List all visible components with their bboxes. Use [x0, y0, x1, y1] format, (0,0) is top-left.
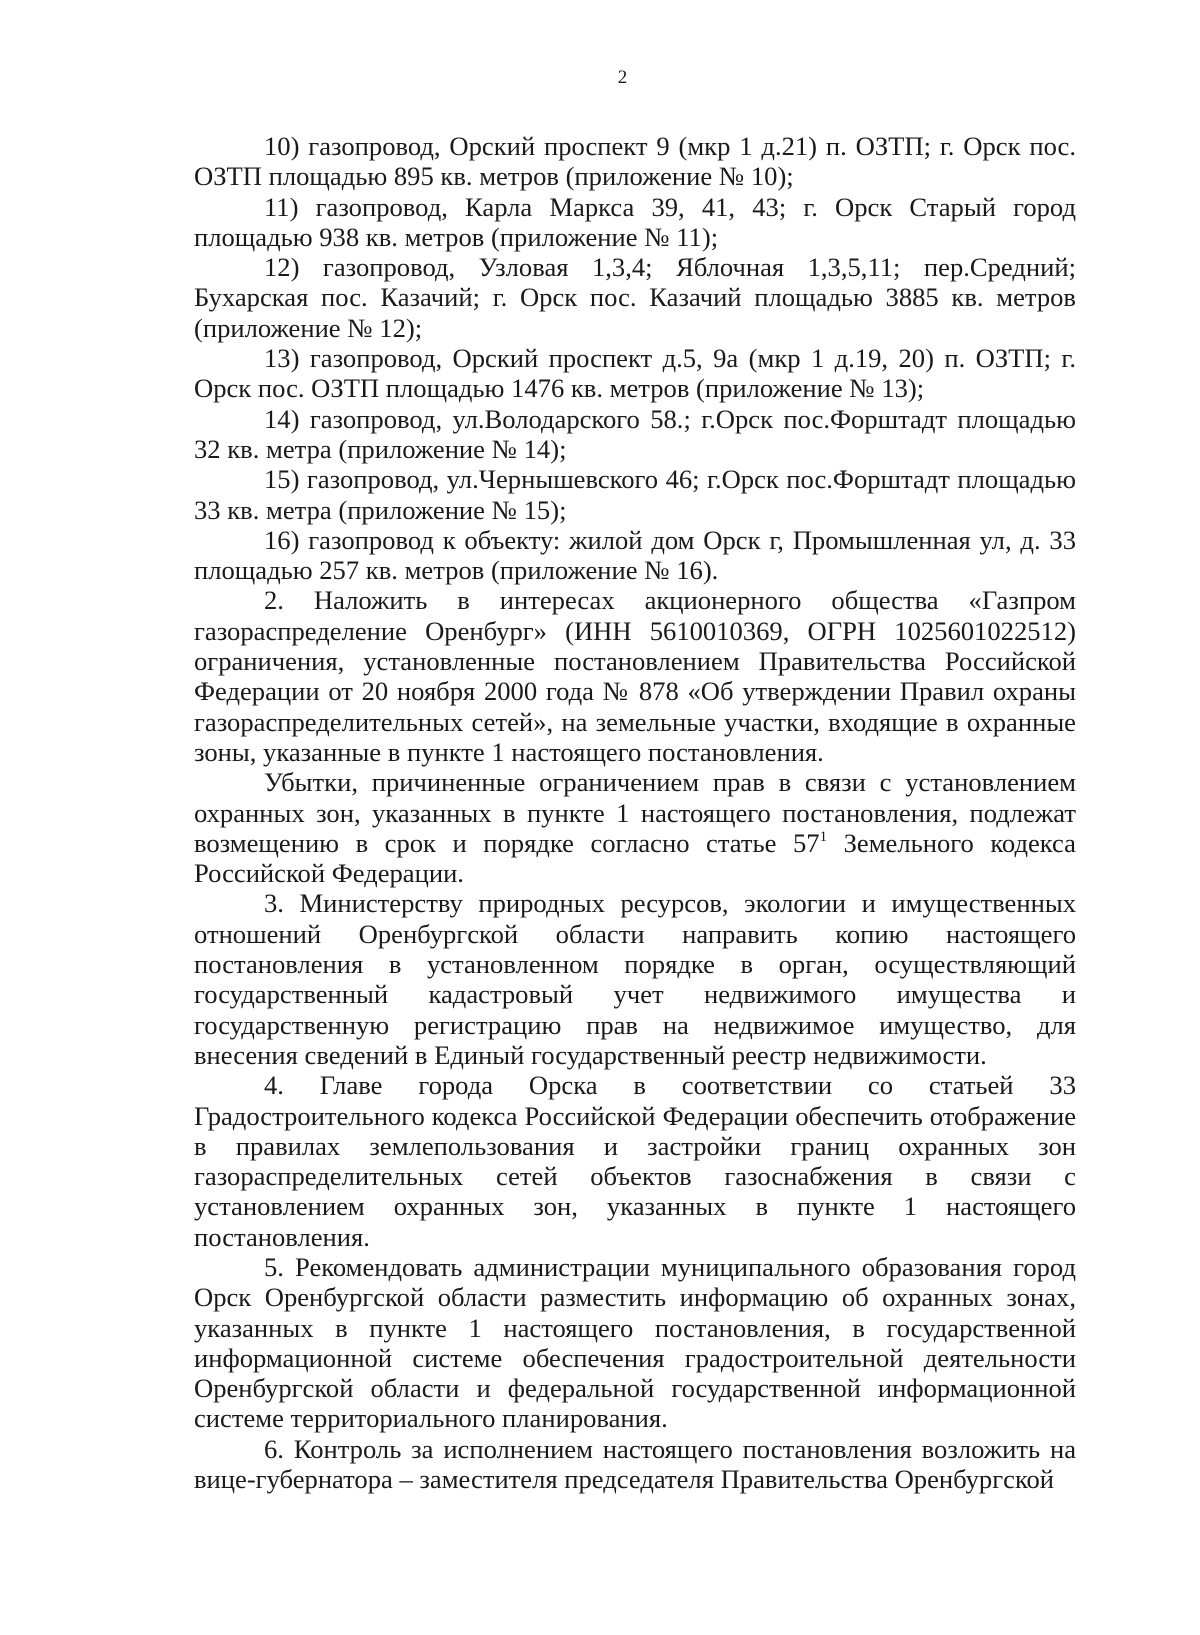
clause-5-paragraph: 5. Рекомендовать администрации муниципального образования город Орск Оренбургской области разместить информацию об охранных зонах, указанных в пункте 1 настоящего постановления, в государственной информационной системе обеспечения градостроительной деятельности Оренбургской области и федеральной государственной информационной системе территориального планирования. [194, 1251, 1076, 1434]
losses-text-before: Убытки, причиненные ограничением прав в связи с установлением охранных зон, указанных в пункте 1 настоящего постановления, подлежат возмещению в срок и порядке согласно статье 57 [194, 767, 1076, 858]
losses-text-after: Земельного кодекса Российской Федерации. [194, 827, 1076, 889]
clause-4-paragraph: 4. Главе города Орска в соответствии со статьей 33 Градостроительного кодекса Российской Федерации обеспечить отображение в правилах землепользования и застройки границ охранных зон газораспределительных сетей объектов газоснабжения в связи с установлением охранных зон, указанных в пункте 1 настоящего постановления. [194, 1070, 1076, 1252]
losses-paragraph [194, 767, 1076, 888]
clause-2-paragraph: 2. Наложить в интересах акционерного общества «Газпром газораспределение Оренбург» (ИНН 5610010369, ОГРН 1025601022512) ограничения, установленные постановлением Правительства Российской Федерации от 20 ноября 2000 года № 878 «Об утверждении Правил охраны газораспределительных сетей», на земельные участки, входящие в охранные зоны, указанные в пункте 1 настоящего постановления. [194, 585, 1076, 767]
list-item-10: 10) газопровод, Орский проспект 9 (мкр 1 д.21) п. ОЗТП; г. Орск пос. ОЗТП площадью 895 кв. метров (приложение № 10); [194, 131, 1076, 192]
article-superscript: 1 [819, 828, 828, 845]
list-item-13: 13) газопровод, Орский проспект д.5, 9а (мкр 1 д.19, 20) п. ОЗТП; г. Орск пос. ОЗТП площадью 1476 кв. метров (приложение № 13); [194, 343, 1076, 404]
clause-3-paragraph: 3. Министерству природных ресурсов, экологии и имущественных отношений Оренбургской области направить копию настоящего постановления в установленном порядке в орган, осуществляющий государственный кадастровый учет недвижимого имущества и государственную регистрацию прав на недвижимое имущество, для внесения сведений в Единый государственный реестр недвижимости. [194, 888, 1076, 1070]
clause-6-paragraph: 6. Контроль за исполнением настоящего постановления возложить на вице-губернатора – заместителя председателя Правительства Оренбургской [194, 1433, 1076, 1495]
list-item-12: 12) газопровод, Узловая 1,3,4; Яблочная 1,3,5,11; пер.Средний; Бухарская пос. Казачий; г. Орск пос. Казачий площадью 3885 кв. метров (приложение № 12); [194, 252, 1076, 343]
list-item-16: 16) газопровод к объекту: жилой дом Орск г, Промышленная ул, д. 33 площадью 257 кв. метров (приложение № 16). [194, 524, 1076, 586]
list-item-15: 15) газопровод, ул.Чернышевского 46; г.Орск пос.Форштадт площадью 33 кв. метра (приложение № 15); [194, 464, 1076, 525]
document-body [194, 131, 1076, 1494]
list-item-11: 11) газопровод, Карла Маркса 39, 41, 43; г. Орск Старый город площадью 938 кв. метров (приложение № 11); [194, 191, 1076, 252]
page-number: 2 [617, 67, 628, 88]
list-item-14: 14) газопровод, ул.Володарского 58.; г.Орск пос.Форштадт площадью 32 кв. метра (приложение № 14); [194, 403, 1076, 464]
